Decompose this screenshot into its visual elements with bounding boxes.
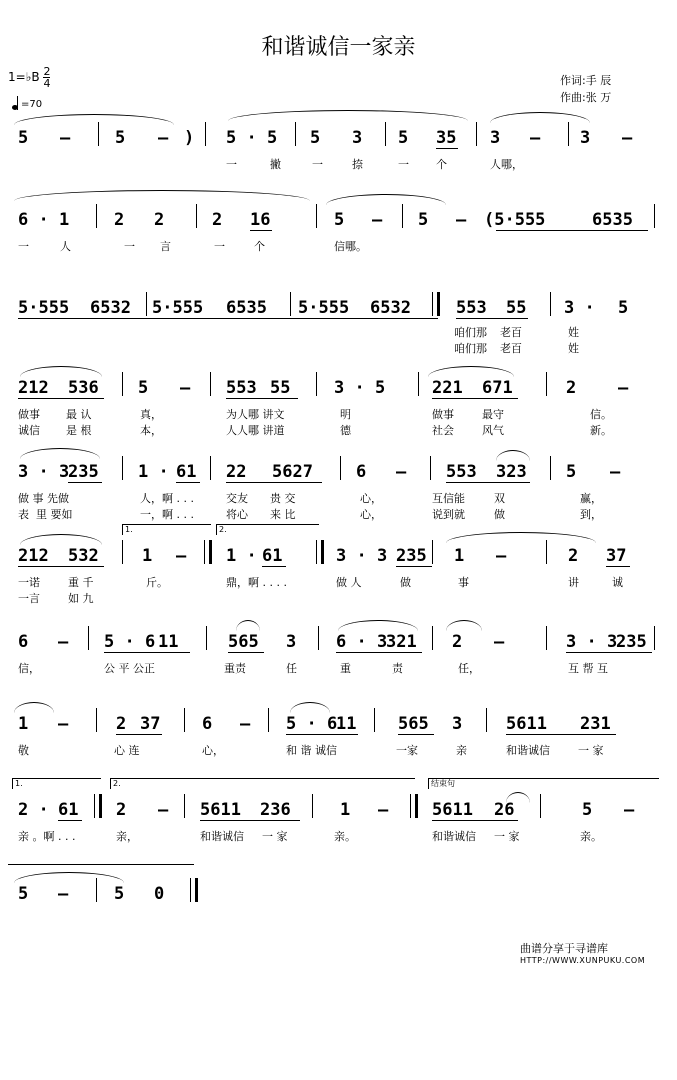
notation-line: 5·555 6532 5·555 6535 5·555 6532 553 55 3 · 5 [18,298,629,318]
key-prefix: 1= [8,70,26,84]
lyrics-line-1: 亲 。啊 . . . 亲， 和谐诚信 一 家 亲。 和谐诚信 一 家 亲。 [18,830,602,843]
note: 5 [398,128,409,148]
coda-label: 结束句 [428,778,659,789]
note: 3 [580,128,591,148]
note: 5 [115,128,126,148]
tempo-mark [12,96,42,110]
lyrics-line-1: 一 撇 一 捺 一 个 人哪， [226,158,523,171]
composer-credit: 作曲:张 万 [560,91,612,104]
footer-url[interactable]: HTTP://WWW.XUNPUKU.COM [520,956,646,965]
note: 5 [18,128,29,148]
notation-line: 1 – 2 37 6 – 5 · 6 11 565 3 5611 231 [18,714,611,734]
lyrics-line-1: 一诺 重 千 斤。 鼎，啊 . . . . 做 人 做 事 讲 诚 [18,576,623,589]
note: 5 · 5 [226,128,278,148]
lyrics-line-1: 做事 最 认 真， 为人哪 讲文 明 做事 最守 信。 [18,408,612,421]
note: – [60,128,71,148]
key-signature [8,66,50,89]
note: 35 [436,128,457,148]
note: 3 [352,128,363,148]
volta-second: 2. [216,524,319,535]
lyricist-credit: 作词:手 辰 [560,74,612,87]
lyrics-line-2: 表 里 要如 一，啊 . . . 将心 来 比 心， 说到就 做 到， [18,508,602,521]
note: 5 [310,128,321,148]
footer-source: 曲谱分享于寻谱库 [520,942,608,955]
tempo-value: =70 [21,99,43,110]
lyrics-line-1: 信， 公 平 公正 重责 任 重 责 任， 互 帮 互 [18,662,608,675]
key-name: ♭B [25,70,40,84]
time-top: 2 [43,65,51,78]
lyrics-line-2: 一言 如 九 [18,592,94,605]
time-signature [43,66,50,89]
note: – [158,128,169,148]
lyrics-line-2: 咱们那 老百 姓 [454,342,579,355]
lyrics-line-1: 敬 心 连 心， 和 谐 诚信 一家 亲 和谐诚信 一 家 [18,744,604,757]
volta-first: 1. [122,524,211,535]
lyrics-line-2: 诚信 是 根 本， 人人哪 讲道 德 社会 风气 新。 [18,424,612,437]
notation-line: 6 · 1 2 2 2 16 5 – 5 – (5·555 6535 [18,210,633,230]
lyrics-line-1: 咱们那 老百 姓 [454,326,579,339]
notation-line: 6 – 5 · 6 11 565 3 6 · 3 321 2 – 3 · 3 235 [18,632,647,652]
notation-line: 2 · 61 2 – 5611 236 1 – 5611 26 5 – [18,800,635,820]
notation-line: 3 · 3 235 1 · 61 22 5627 6 – 553 323 5 – [18,462,621,482]
notation-line: 212 536 5 – 553 55 3 · 5 221 671 2 – [18,378,629,398]
song-title: 和谐诚信一家亲 [261,35,416,60]
lyrics-line-1: 做 事 先做 人，啊 . . . 交友 贵 交 心， 互信能 双 赢， [18,492,602,505]
note: – [622,128,633,148]
notation-line: 5 – 5 0 [18,884,165,904]
lyrics-line-1: 一 人 一 言 一 个 信哪。 [18,240,367,253]
volta-second: 2. [110,778,415,789]
notation-line: 212 532 1 – 1 · 61 3 · 3 235 1 – 2 37 [18,546,627,566]
note: 3 [490,128,501,148]
note: ) [184,128,195,148]
volta-first: 1. [12,778,101,789]
time-bottom: 4 [43,77,51,90]
note: – [530,128,541,148]
notation-line [0,128,677,158]
